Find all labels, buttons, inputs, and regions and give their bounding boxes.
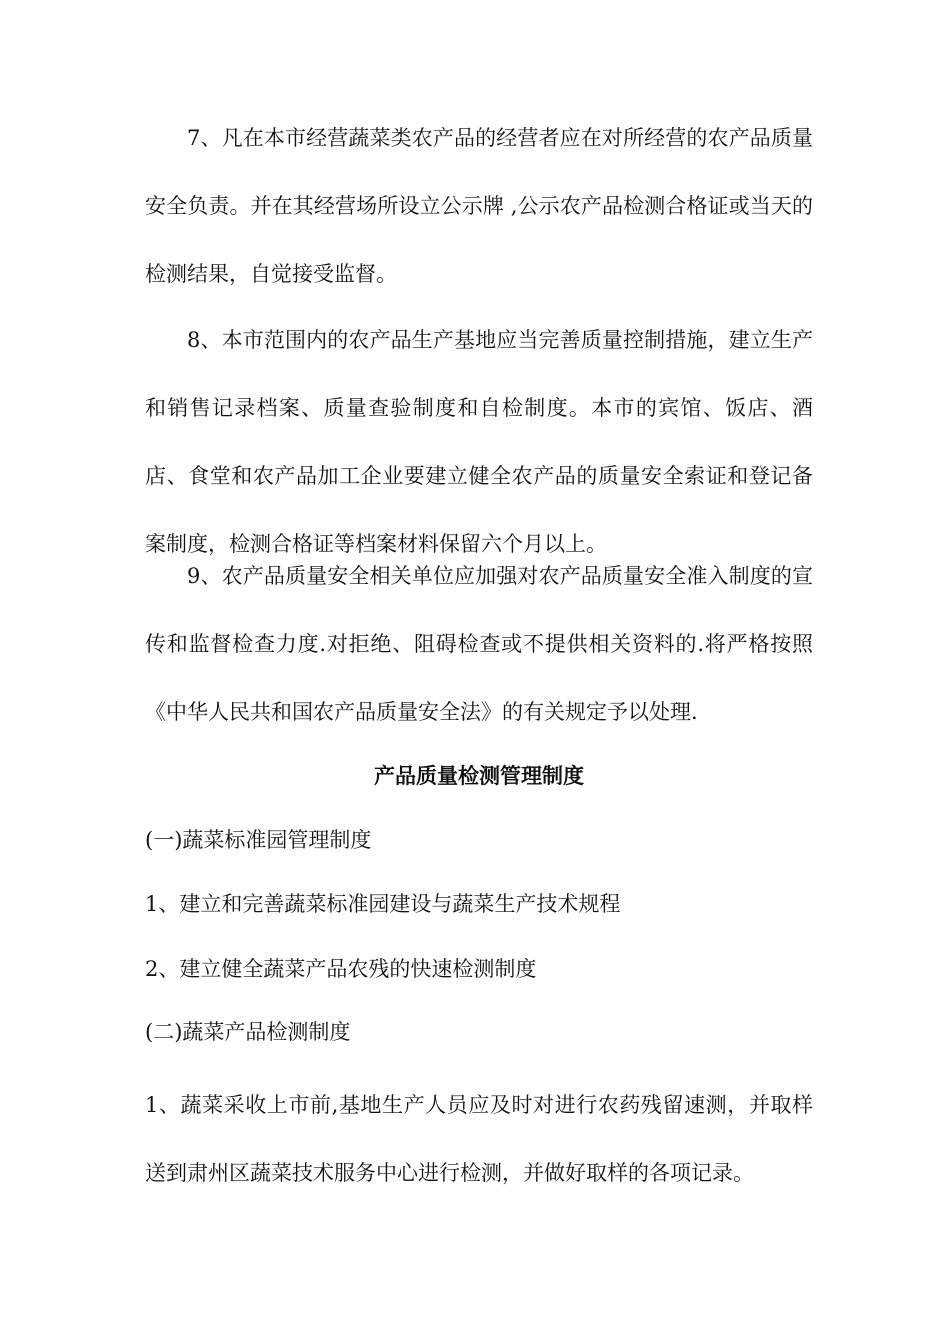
section-1-item-1: 1、建立和完善蔬菜标准园建设与蔬菜生产技术规程 <box>145 892 621 916</box>
section-heading: 产品质量检测管理制度 <box>374 764 584 788</box>
section-2-title: (二)蔬菜产品检测制度 <box>145 1020 351 1044</box>
paragraph-7: 7、凡在本市经营蔬菜类农产品的经营者应在对所经营的农产品质量安全负责。并在其经营场所设立公示牌 ,公示农产品检测合格证或当天的检测结果，自觉接受监督。 <box>145 126 813 286</box>
paragraph-9: 9、农产品质量安全相关单位应加强对农产品质量安全准入制度的宣传和监督检查力度.对拒绝、阻碍检查或不提供相关资料的.将严格按照《中华人民共和国农产品质量安全法》的有关规定予以处理. <box>145 564 813 724</box>
section-2-item-1: 1、蔬菜采收上市前,基地生产人员应及时对进行农药残留速测，并取样送到肃州区蔬菜技术服务中心进行检测，并做好取样的各项记录。 <box>145 1093 813 1185</box>
section-1-title: (一)蔬菜标准园管理制度 <box>145 828 372 852</box>
section-1-item-2: 2、建立健全蔬菜产品农残的快速检测制度 <box>145 957 537 981</box>
paragraph-8: 8、本市范围内的农产品生产基地应当完善质量控制措施，建立生产和销售记录档案、质量查验制度和自检制度。本市的宾馆、饭店、酒店、食堂和农产品加工企业要建立健全农产品的质量安全索证和登记备案制度，检测合格证等档案材料保留六个月以上。 <box>145 328 813 556</box>
